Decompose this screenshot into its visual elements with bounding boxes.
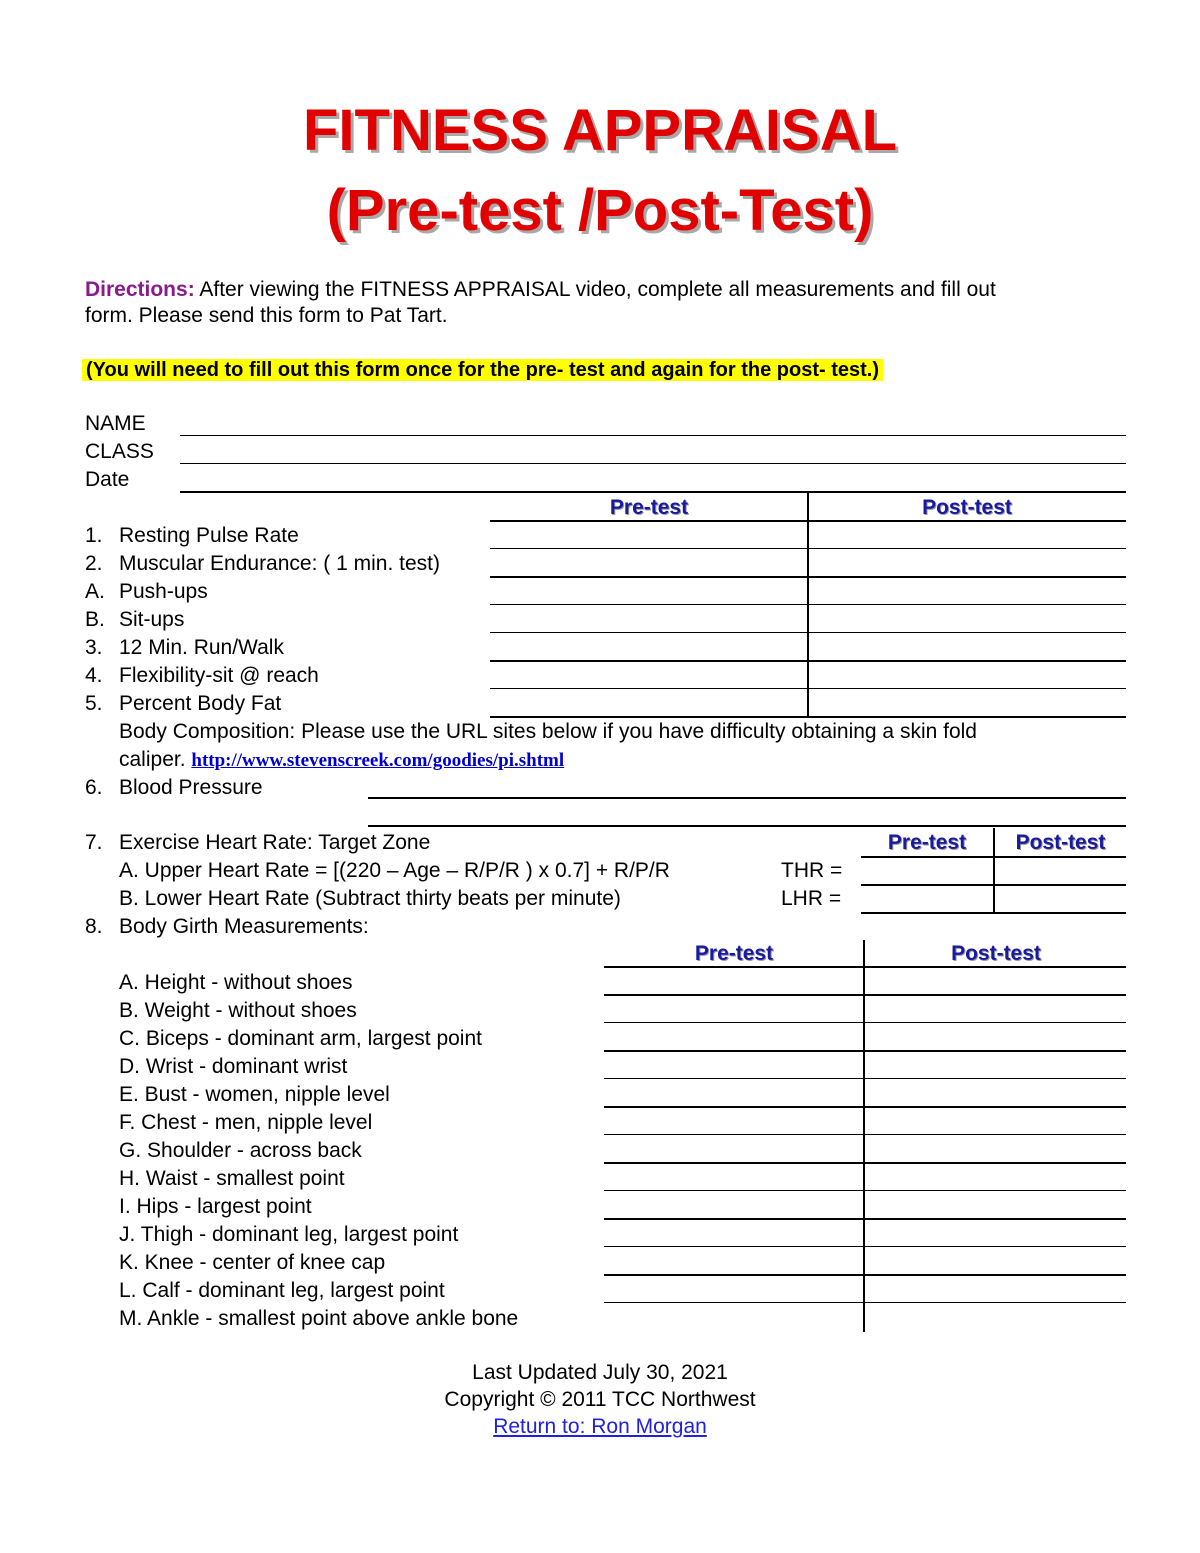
hr-header-post: Post-test [1015, 831, 1106, 854]
girth-item-label: A. Height - without shoes [119, 971, 353, 994]
directions-text-1: After viewing the FITNESS APPRAISAL video, complete all measurements and fill out [194, 278, 996, 301]
girth-row-line[interactable] [604, 1190, 1126, 1191]
girth-row-line[interactable] [604, 1134, 1126, 1135]
row-line-muscular-endurance[interactable] [490, 576, 1126, 578]
item-6-label: Blood Pressure [119, 776, 263, 799]
item-5-num: 5. [85, 692, 103, 715]
item-1-label: Resting Pulse Rate [119, 524, 299, 547]
girth-item-label: G. Shoulder - across back [119, 1139, 362, 1162]
directions-label: Directions: [85, 278, 195, 301]
upper-heart-rate-label: A. Upper Heart Rate = [(220 – Age – R/P/R ) x 0.7] + R/P/R [119, 859, 670, 882]
return-link[interactable]: Return to: Ron Morgan [493, 1415, 707, 1438]
table1-header-pre: Pre-test [609, 496, 689, 519]
girth-header-pre: Pre-test [694, 942, 774, 965]
item-1-num: 1. [85, 524, 103, 547]
girth-row-line[interactable] [604, 1302, 1126, 1303]
item-6-num: 6. [85, 776, 103, 799]
item-4-label: Flexibility-sit @ reach [119, 664, 319, 687]
page-subtitle: (Pre-test /Post-Test) [326, 178, 874, 243]
row-line-push-ups[interactable] [490, 604, 1126, 605]
lower-heart-rate-label: B. Lower Heart Rate (Subtract thirty beats per minute) [119, 887, 621, 910]
girth-header-post: Post-test [951, 942, 1041, 965]
item-8-label: Body Girth Measurements: [119, 915, 369, 938]
item-3-label: 12 Min. Run/Walk [119, 636, 284, 659]
body-composition-caliper [119, 746, 564, 775]
caliper-text: caliper. [119, 748, 192, 771]
item-b-label: Sit-ups [119, 608, 185, 631]
girth-row-line[interactable] [604, 994, 1126, 996]
girth-item-label: B. Weight - without shoes [119, 999, 357, 1022]
name-field-line[interactable] [180, 435, 1126, 436]
last-updated: Last Updated July 30, 2021 [472, 1361, 728, 1384]
item-5-label: Percent Body Fat [119, 692, 282, 715]
row-line-sit-ups[interactable] [490, 632, 1126, 633]
date-field-line[interactable] [180, 491, 1126, 493]
return-link-wrap [0, 1413, 1200, 1441]
date-label: Date [85, 468, 130, 491]
item-a-label: Push-ups [119, 580, 208, 603]
table1-header-post: Post-test [922, 496, 1012, 519]
directions-line-1 [85, 276, 996, 304]
directions-line-2: form. Please send this form to Pat Tart. [85, 304, 448, 327]
thr-label: THR = [781, 859, 843, 882]
item-b-num: B. [85, 608, 105, 631]
row-line-flexibility[interactable] [490, 688, 1126, 689]
note-highlight [82, 357, 883, 383]
item-2-num: 2. [85, 552, 103, 575]
girth-item-label: E. Bust - women, nipple level [119, 1083, 390, 1106]
item-7-label: Exercise Heart Rate: Target Zone [119, 831, 431, 854]
item-7-num: 7. [85, 831, 103, 854]
girth-item-label: I. Hips - largest point [119, 1195, 312, 1218]
thr-line[interactable] [861, 884, 1126, 886]
blood-pressure-line-2[interactable] [368, 825, 1126, 827]
girth-row-line[interactable] [604, 1078, 1126, 1079]
girth-row-line[interactable] [604, 1218, 1126, 1220]
girth-item-label: H. Waist - smallest point [119, 1167, 345, 1190]
hr-header-pre: Pre-test [887, 831, 967, 854]
note-text: (You will need to fill out this form once for the pre- test and again for the post- test.) [82, 359, 883, 381]
row-line-run-walk[interactable] [490, 660, 1126, 662]
body-composition-note: Body Composition: Please use the URL sites below if you have difficulty obtaining a skin fold [119, 720, 977, 743]
item-a-num: A. [85, 580, 105, 603]
lhr-label: LHR = [781, 887, 842, 910]
girth-row-line[interactable] [604, 1050, 1126, 1052]
girth-header-rule [604, 966, 1126, 968]
table1-header-rule [490, 520, 1126, 522]
lhr-line[interactable] [861, 912, 1126, 914]
item-2-label: Muscular Endurance: ( 1 min. test) [119, 552, 440, 575]
girth-item-label: M. Ankle - smallest point above ankle bone [119, 1307, 519, 1330]
class-label: CLASS [85, 440, 154, 463]
item-3-num: 3. [85, 636, 103, 659]
body-fat-url-link[interactable]: http://www.stevenscreek.com/goodies/pi.shtml [191, 750, 565, 771]
girth-item-label: K. Knee - center of knee cap [119, 1251, 386, 1274]
hr-header-rule [861, 856, 1126, 858]
row-line-resting-pulse[interactable] [490, 548, 1126, 549]
hr-divider [993, 828, 995, 913]
item-8-num: 8. [85, 915, 103, 938]
name-label: NAME [85, 412, 146, 435]
class-field-line[interactable] [180, 463, 1126, 464]
copyright: Copyright © 2011 TCC Northwest [444, 1388, 756, 1411]
girth-item-label: L. Calf - dominant leg, largest point [119, 1279, 445, 1302]
page-title: FITNESS APPRAISAL [302, 98, 898, 163]
girth-row-line[interactable] [604, 1246, 1126, 1247]
girth-row-line[interactable] [604, 1274, 1126, 1276]
girth-item-label: C. Biceps - dominant arm, largest point [119, 1027, 482, 1050]
girth-row-line[interactable] [604, 1162, 1126, 1164]
girth-row-line[interactable] [604, 1022, 1126, 1023]
girth-row-line[interactable] [604, 1106, 1126, 1108]
girth-item-label: D. Wrist - dominant wrist [119, 1055, 348, 1078]
girth-item-label: J. Thigh - dominant leg, largest point [119, 1223, 459, 1246]
girth-item-label: F. Chest - men, nipple level [119, 1111, 373, 1134]
table1-divider [807, 493, 809, 718]
blood-pressure-line-1[interactable] [368, 797, 1126, 799]
item-4-num: 4. [85, 664, 103, 687]
